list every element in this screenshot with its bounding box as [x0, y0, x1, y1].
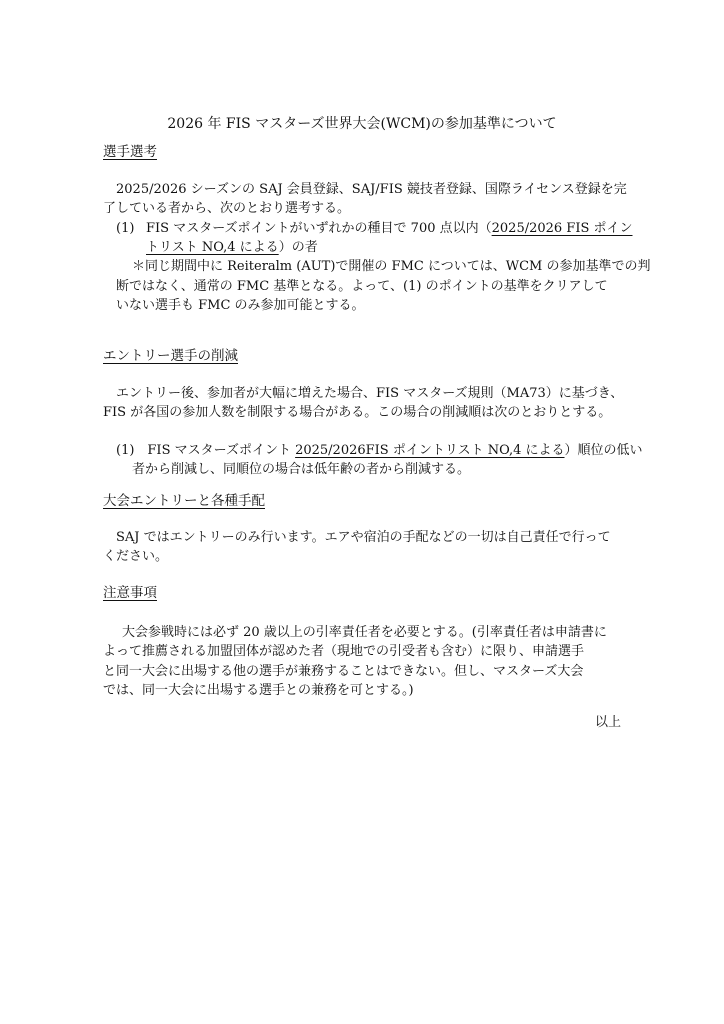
notes-para-line2: よって推薦される加盟団体が認めた者（現地での引受者も含む）に限り、申請選手 [103, 644, 585, 659]
reduction-para-line1: エントリー後、参加者が大幅に増えた場合、FIS マスターズ規則（MA73）に基づき、 [116, 386, 624, 401]
arrangements-para-line2: ください。 [103, 549, 169, 564]
selection-intro-line1: 2025/2026 シーズンの SAJ 会員登録、SAJ/FIS 競技者登録、国際ライセンス登録を完 [116, 182, 627, 197]
reduction-item1-pointlist-ref: 2025/2026FIS ポイントリスト NO,4 による [295, 443, 565, 458]
selection-item1-text-end: ）の者 [278, 240, 318, 255]
reduction-para-line2: FIS が各国の参加人数を制限する場合がある。この場合の削減順は次のとおりとする。 [103, 405, 612, 420]
selection-item1-line2 [146, 238, 318, 258]
selection-item1-pointlist-ref: 2025/2026 FIS ポイン [491, 221, 633, 236]
heading-selection: 選手選考 [103, 144, 157, 160]
selection-intro-line2: 了している者から、次のとおり選考する。 [103, 201, 351, 216]
reduction-item1-line1 [116, 441, 643, 461]
arrangements-para-line1: SAJ ではエントリーのみ行います。エアや宿泊の手配などの一切は自己責任で行って [116, 530, 611, 545]
closing-text: 以上 [594, 715, 621, 730]
selection-item1-text: FIS マスターズポイントがいずれかの種目で 700 点以内（ [146, 221, 492, 236]
notes-para-line1: 大会参戦時には必ず 20 歳以上の引率責任者を必要とする。(引率責任者は申請書に [122, 625, 607, 640]
selection-item1-line1 [146, 219, 633, 239]
document-title: 2026 年 FIS マスターズ世界大会(WCM)の参加基準について [167, 116, 557, 132]
reduction-item1-text-end: ）順位の低い [564, 443, 643, 458]
notes-para-line4: では、同一大会に出場する選手との兼務を可とする。) [103, 683, 414, 698]
heading-notes: 注意事項 [103, 585, 157, 601]
notes-para-line3: と同一大会に出場する他の選手が兼務することはできない。但し、マスターズ大会 [103, 664, 584, 679]
selection-item1-pointlist-ref-cont: トリスト NO,4 による [146, 240, 279, 255]
selection-note-line1: ＊同じ期間中に Reiteralm (AUT)で開催の FMC については、WCM の参加基準での判 [132, 259, 651, 274]
heading-arrangements: 大会エントリーと各種手配 [103, 493, 265, 509]
reduction-item1-line2: 者から削減し、同順位の場合は低年齢の者から削減する。 [132, 462, 471, 477]
heading-reduction: エントリー選手の削減 [103, 348, 238, 364]
reduction-item1-text: (1) FIS マスターズポイント [116, 443, 296, 458]
selection-note-line2: 断ではなく、通常の FMC 基準となる。よって、(1) のポイントの基準をクリアして [116, 279, 608, 294]
selection-item1-number: (1) [116, 221, 135, 236]
selection-note-line3: いない選手も FMC のみ参加可能とする。 [116, 298, 365, 313]
